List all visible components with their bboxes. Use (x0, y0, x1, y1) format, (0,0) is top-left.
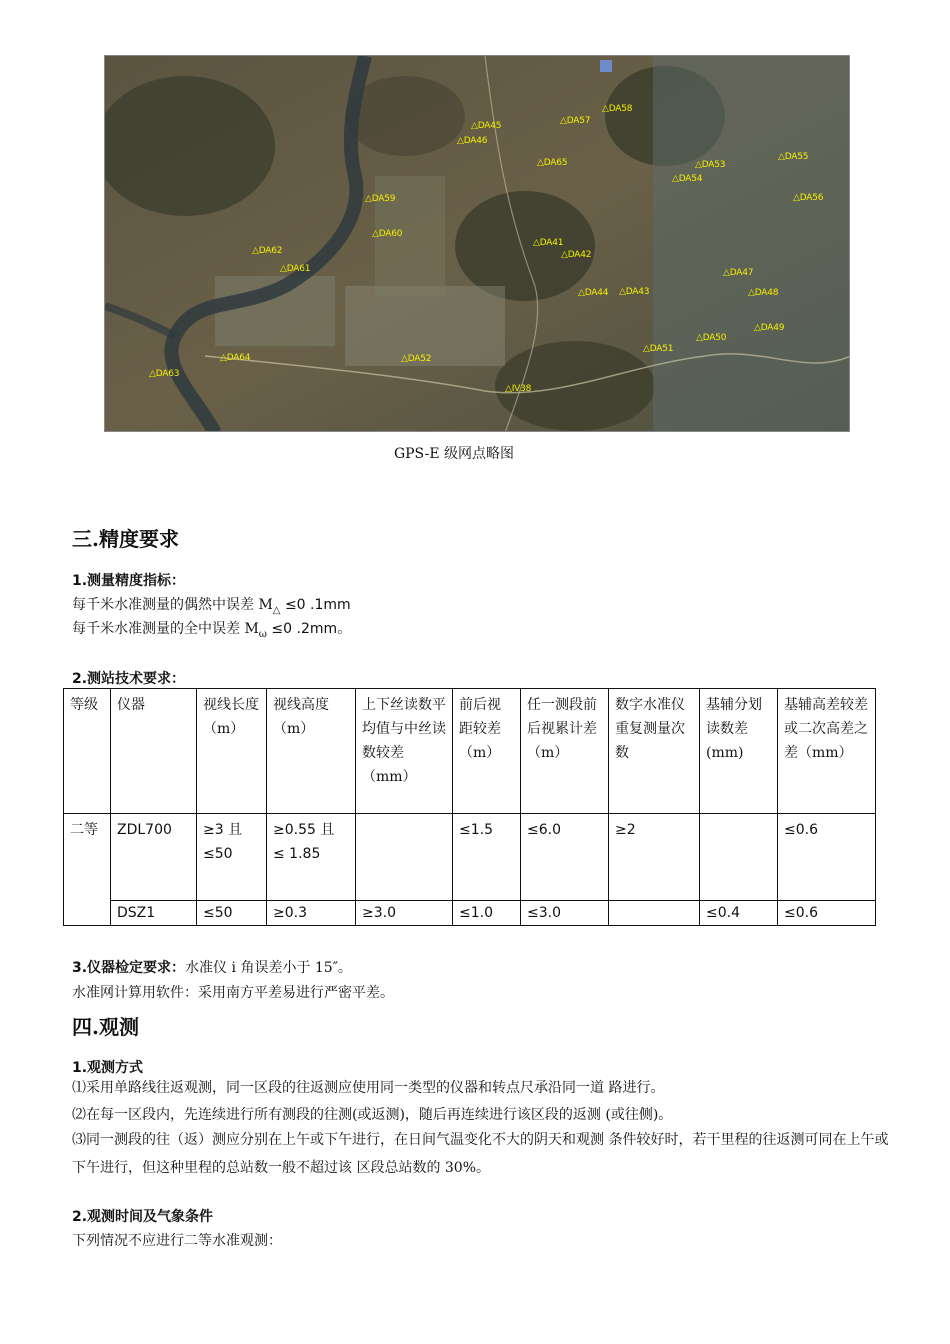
survey-point-da42: △DA42 (561, 250, 592, 260)
subsection-title-precision-index: 1.测量精度指标： (72, 573, 186, 589)
survey-point-da44: △DA44 (578, 288, 609, 298)
table-cell: ≤50 (197, 901, 267, 926)
survey-point-da54: △DA54 (672, 174, 703, 184)
table-cell: ≤6.0 (521, 814, 609, 901)
header-cell: 前后视距较差（m） (453, 689, 521, 814)
header-cell: 上下丝读数平均值与中丝读数较差（mm） (356, 689, 453, 814)
table-cell: ≤0.6 (778, 814, 876, 901)
table-cell: ≤0.6 (778, 901, 876, 926)
accidental-error-value: ≤0 .1mm (280, 597, 351, 613)
survey-point-da64: △DA64 (220, 353, 251, 363)
header-cell: 仪器 (111, 689, 197, 814)
figure-caption: GPS-E 级网点略图 (393, 446, 515, 462)
instrument-check-line (72, 957, 352, 977)
accidental-error-text: 每千米水准测量的偶然中误差 M (72, 597, 273, 613)
total-error-text: 每千米水准测量的全中误差 M (72, 621, 259, 637)
header-cell: 基辅高差较差或二次高差之差（mm） (778, 689, 876, 814)
subsection-title-station-requirements: 2.测站技术要求： (72, 671, 186, 687)
software-line: 水准网计算用软件：采用南方平差易进行严密平差。 (72, 985, 394, 1001)
accidental-error-line (72, 594, 351, 616)
survey-point-da46: △DA46 (457, 136, 488, 146)
omega-subscript: ω (258, 628, 267, 640)
grade-cell: 二等 (64, 814, 111, 926)
table-cell: ≥3.0 (356, 901, 453, 926)
table-cell: DSZ1 (111, 901, 197, 926)
table-cell: ≥0.55 且 ≤ 1.85 (267, 814, 356, 901)
survey-point-iv38: △IV38 (505, 384, 532, 394)
survey-point-da51: △DA51 (643, 344, 674, 354)
survey-point-da50: △DA50 (696, 333, 727, 343)
table-cell (356, 814, 453, 901)
survey-point-da56: △DA56 (793, 193, 824, 203)
header-cell: 视线高度（m） (267, 689, 356, 814)
survey-point-da60: △DA60 (372, 229, 403, 239)
survey-point-da47: △DA47 (723, 268, 754, 278)
section-title-precision: 三.精度要求 (72, 527, 179, 551)
satellite-map (104, 55, 850, 432)
survey-point-da41: △DA41 (533, 238, 564, 248)
subsection-title-observation-time: 2.观测时间及气象条件 (72, 1209, 214, 1225)
instrument-check-text: 水准仪 i 角误差小于 15″。 (185, 960, 352, 976)
table-cell: ≤0.4 (700, 901, 778, 926)
section-title-observation: 四.观测 (72, 1015, 139, 1039)
observation-time-text: 下列情况不应进行二等水准观测： (72, 1233, 282, 1249)
survey-point-da57: △DA57 (560, 116, 591, 126)
total-error-value: ≤0 .2mm。 (266, 621, 352, 637)
header-cell: 视线长度（m） (197, 689, 267, 814)
table-cell: ≤3.0 (521, 901, 609, 926)
table-cell: ≤1.5 (453, 814, 521, 901)
survey-point-da61: △DA61 (280, 264, 311, 274)
table-cell: ≥0.3 (267, 901, 356, 926)
survey-point-da63: △DA63 (149, 369, 180, 379)
observation-method-item-1: ⑴采用单路线往返观测，同一区段的往返测应使用同一类型的仪器和转点尺承沿同一道 路进行。 (72, 1080, 665, 1096)
table-cell (609, 901, 700, 926)
table-cell (700, 814, 778, 901)
subsection-title-observation-method: 1.观测方式 (72, 1060, 144, 1076)
survey-point-da65: △DA65 (537, 158, 568, 168)
table-header-row (64, 689, 876, 814)
header-cell: 基辅分划读数差(mm) (700, 689, 778, 814)
survey-point-da59: △DA59 (365, 194, 396, 204)
observation-method-item-3: ⑶同一测段的往（返）测应分别在上午或下午进行，在日间气温变化不大的阴天和观测 条件较好时，若干里程的往返测可同在上午或下午进行，但这种里程的总站数一般不超过该 区段总站数的 30%。 (72, 1132, 889, 1176)
survey-point-da48: △DA48 (748, 288, 779, 298)
survey-point-da53: △DA53 (695, 160, 726, 170)
station-requirements-table (63, 688, 876, 926)
survey-point-da58: △DA58 (602, 104, 633, 114)
header-cell: 任一测段前后视累计差（m） (521, 689, 609, 814)
survey-point-da45: △DA45 (471, 121, 502, 131)
survey-point-da62: △DA62 (252, 246, 283, 256)
table-cell: ≥2 (609, 814, 700, 901)
table-row (64, 814, 876, 901)
survey-point-da55: △DA55 (778, 152, 809, 162)
survey-point-da52: △DA52 (401, 354, 432, 364)
instrument-check-title: 3.仪器检定要求： (72, 960, 186, 976)
table-cell: ≥3 且 ≤50 (197, 814, 267, 901)
survey-point-da49: △DA49 (754, 323, 785, 333)
header-cell: 数字水准仪重复测量次数 (609, 689, 700, 814)
total-error-line (72, 618, 351, 640)
observation-method-item-2: ⑵在每一区段内，先连续进行所有测段的往测(或返测)，随后再连续进行该区段的返测 (或往侧)。 (72, 1107, 673, 1123)
table-row (64, 901, 876, 926)
delta-subscript: △ (272, 604, 281, 616)
map-terrain (105, 56, 850, 432)
table-cell: ZDL700 (111, 814, 197, 901)
survey-point-da43: △DA43 (619, 287, 650, 297)
header-cell: 等级 (64, 689, 111, 814)
table-cell: ≤1.0 (453, 901, 521, 926)
